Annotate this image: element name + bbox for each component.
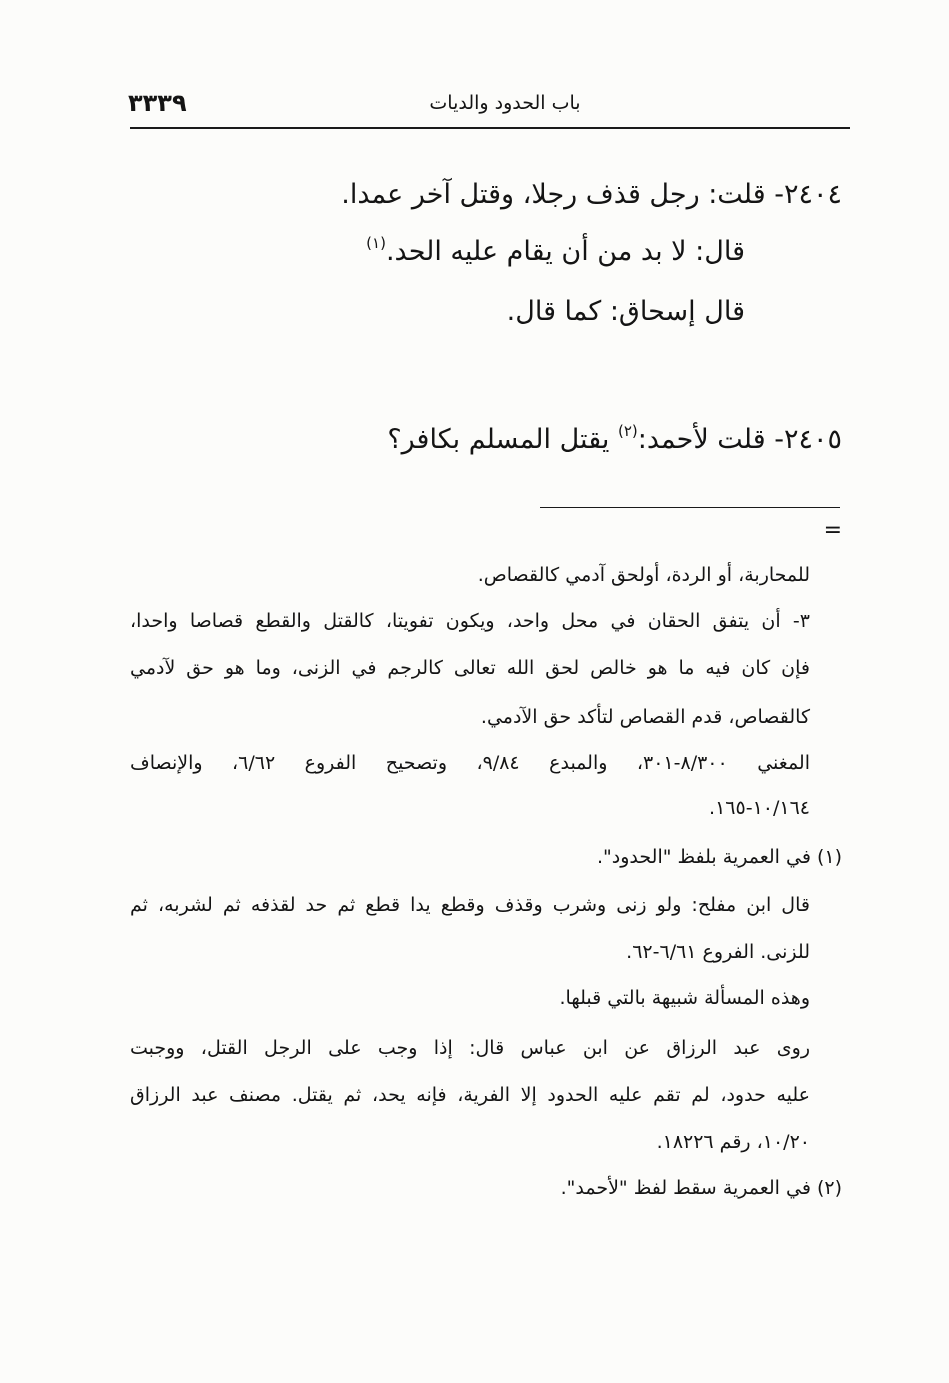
footnote-line: للزنى. الفروع ٦/٦١-٦٢. xyxy=(626,941,810,963)
footnote-line: قال ابن مفلح: ولو زنى وشرب وقذف وقطع يدا قطع ثم حد لقذفه ثم لشربه، ثم xyxy=(130,894,810,916)
question-2404: ٢٤٠٤- قلت: رجل قذف رجلا، وقتل آخر عمدا. xyxy=(341,179,842,210)
question-2405 xyxy=(130,418,842,462)
page-number: ٣٣٣٩ xyxy=(128,89,187,117)
footnote-line: ١٠/١٦٤-١٦٥. xyxy=(709,797,810,819)
footnote-line: ٣- أن يتفق الحقان في محل واحد، ويكون تفويتا، كالقتل والقطع قصاصا واحدا، xyxy=(130,610,810,632)
footnote-line: عليه حدود، لم تقم عليه الحدود إلا الفرية، فإنه يحد، ثم يقتل. مصنف عبد الرزاق xyxy=(130,1084,810,1106)
footnote-ref-1: (١) xyxy=(366,234,386,252)
footnote-separator xyxy=(540,507,840,508)
footnote-line: روى عبد الرزاق عن ابن عباس قال: إذا وجب على الرجل القتل، ووجبت xyxy=(130,1037,810,1059)
footnote-line: المغني ٨/٣٠٠-٣٠١، والمبدع ٩/٨٤، وتصحيح الفروع ٦/٦٢، والإنصاف xyxy=(130,752,810,774)
continuation-mark: = xyxy=(823,518,842,543)
chapter-title: باب الحدود والديات xyxy=(429,92,581,114)
question-2405-end: يقتل المسلم بكافر؟ xyxy=(387,424,618,455)
footnote-line: وهذه المسألة شبيهة بالتي قبلها. xyxy=(559,987,810,1009)
footnote-line: للمحاربة، أو الردة، أولحق آدمي كالقصاص. xyxy=(477,564,810,586)
footnote-1: (١) في العمرية بلفظ "الحدود". xyxy=(597,846,842,868)
ishaq-answer-2404: قال إسحاق: كما قال. xyxy=(506,296,745,327)
answer-2404-text: قال: لا بد من أن يقام عليه الحد. xyxy=(385,236,745,267)
header-rule xyxy=(130,127,850,129)
footnote-line: ١٠/٢٠، رقم ١٨٢٢٦. xyxy=(656,1131,810,1153)
footnote-line: كالقصاص، قدم القصاص لتأكد حق الآدمي. xyxy=(480,706,810,728)
question-2405-start: ٢٤٠٥- قلت لأحمد: xyxy=(637,424,842,455)
answer-2404 xyxy=(130,230,745,274)
footnote-line: فإن كان فيه ما هو خالص لحق الله تعالى كالرجم في الزنى، وما هو حق لآدمي xyxy=(130,657,810,679)
footnote-2: (٢) في العمرية سقط لفظ "لأحمد". xyxy=(560,1177,842,1199)
footnote-ref-2: (٢) xyxy=(617,422,638,440)
